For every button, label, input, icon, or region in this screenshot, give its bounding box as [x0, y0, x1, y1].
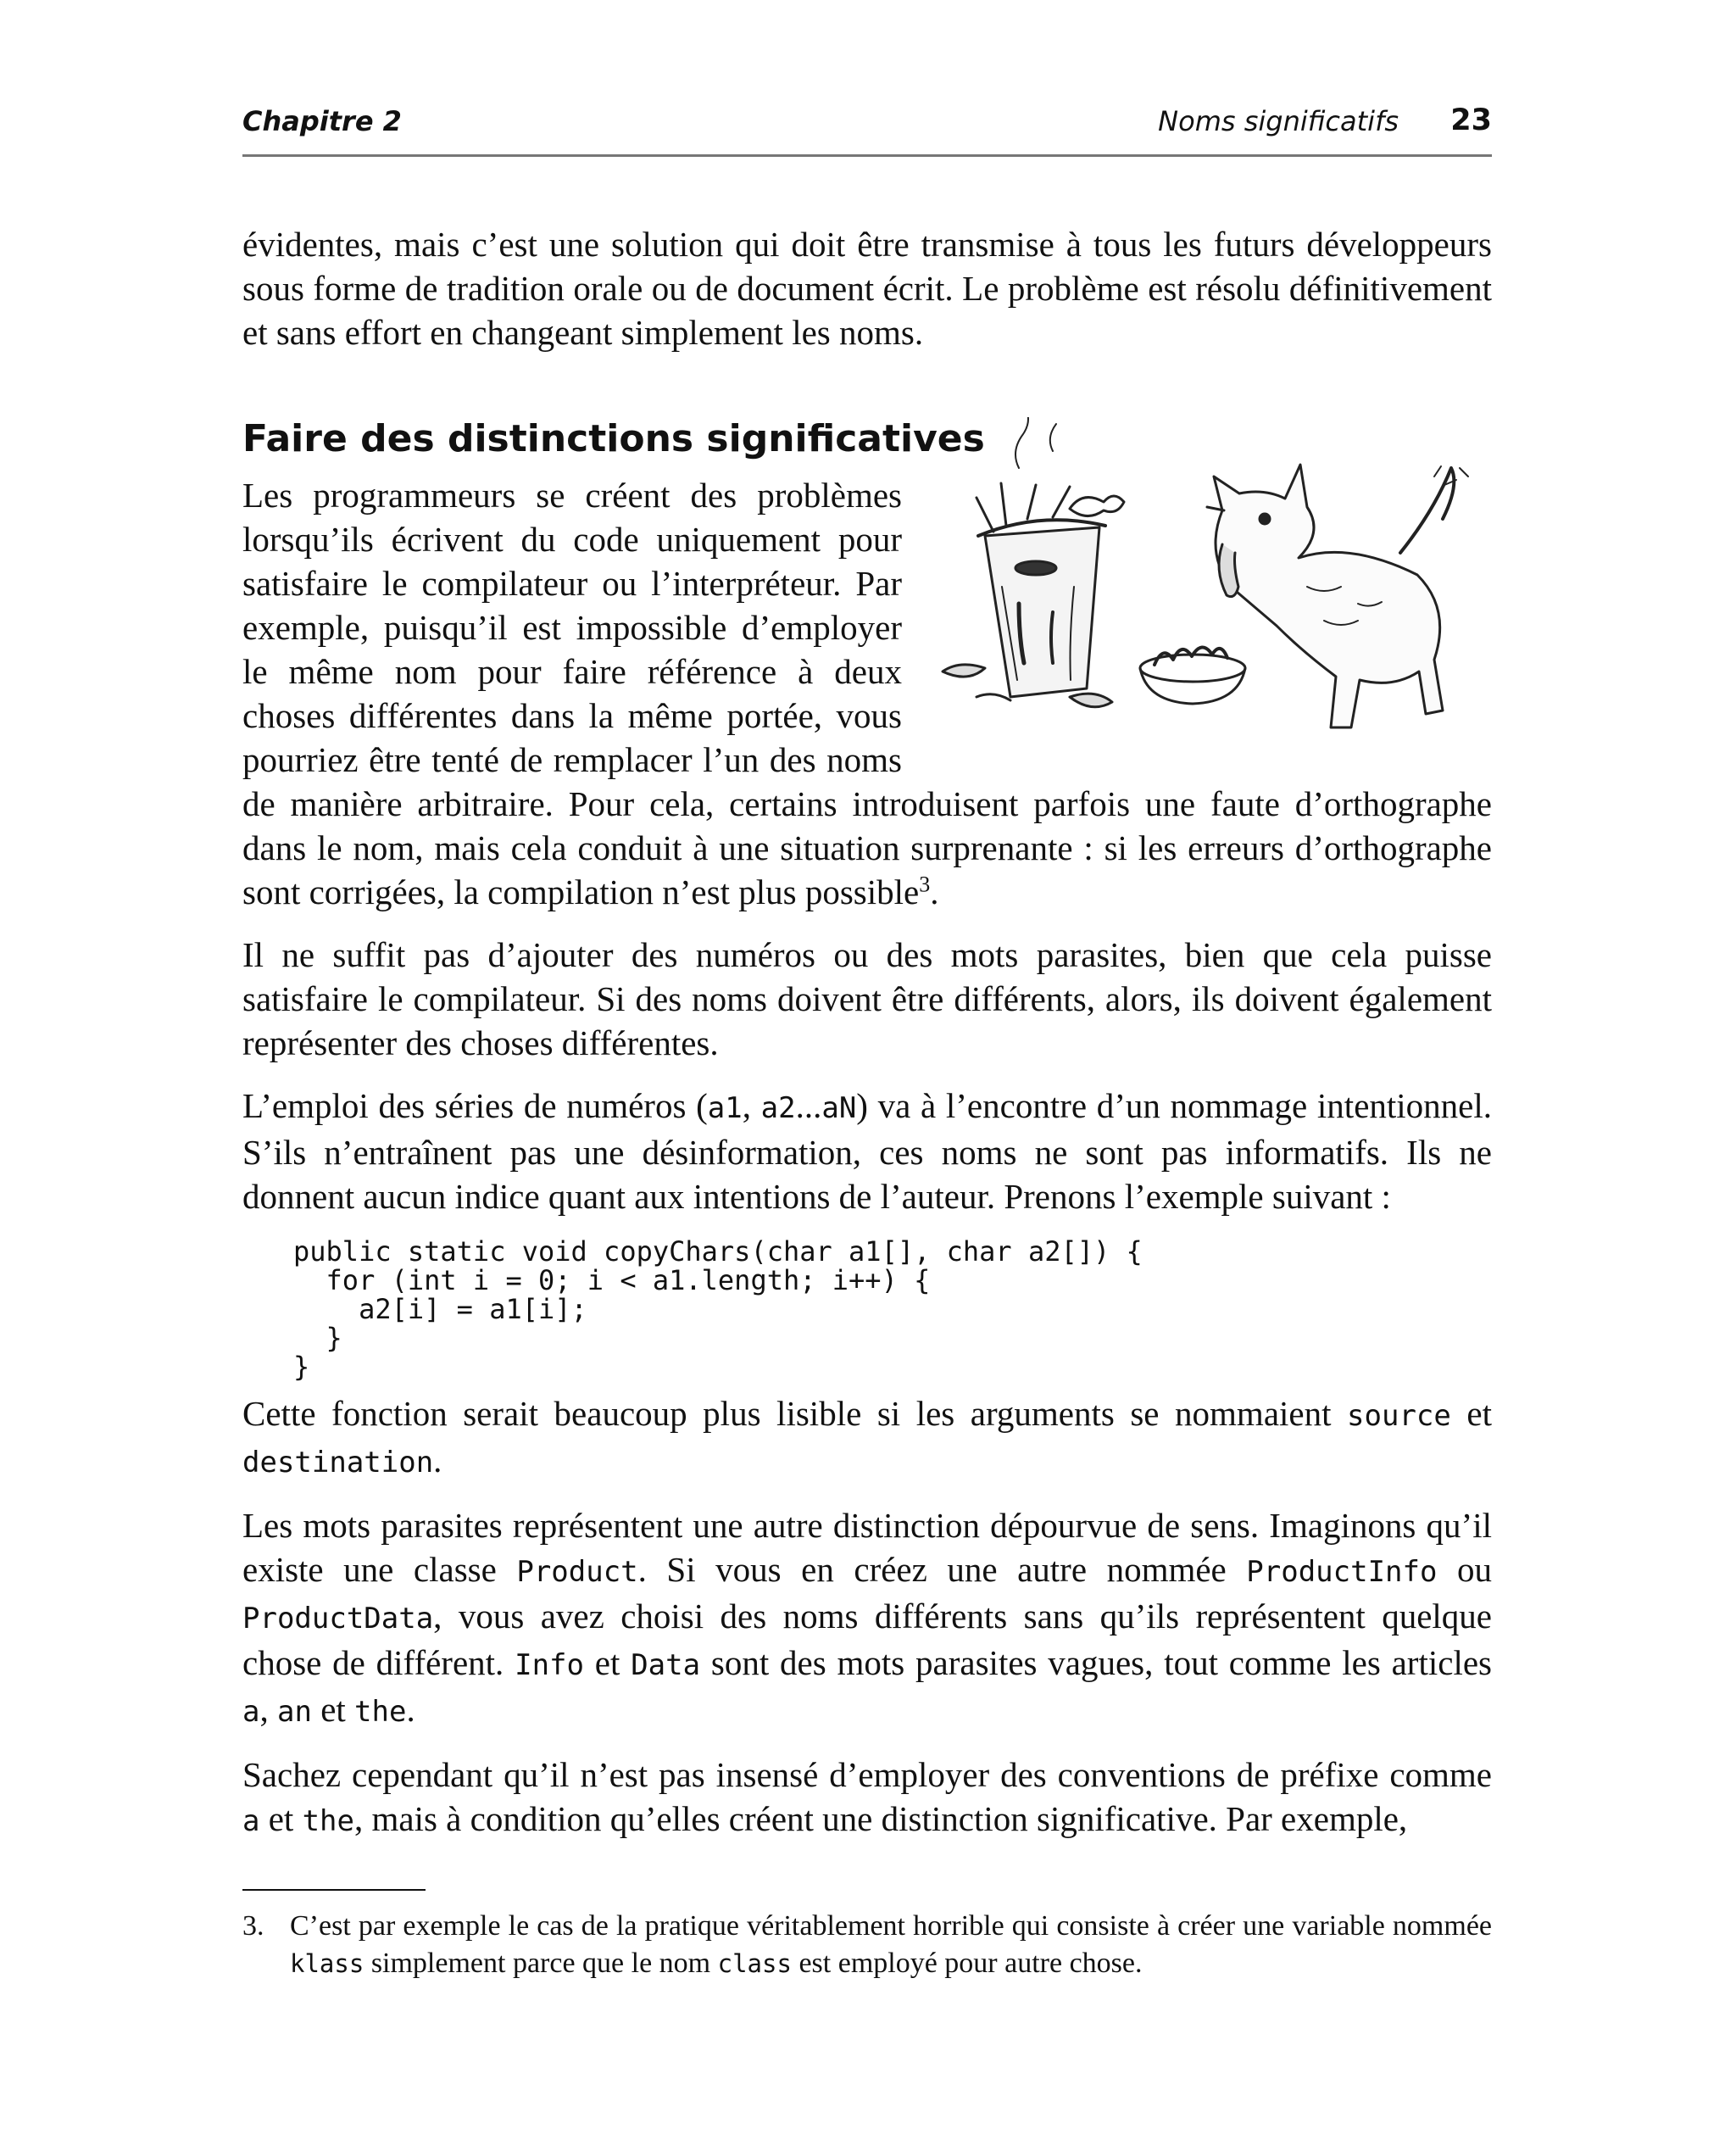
running-header	[242, 102, 1492, 157]
paragraph-noise-words: Les mots parasites représentent une autre distinction dépourvue de sens. Imaginons qu’il existe une classe Product. Si vous en créez une autre nommée ProductInfo ou ProductData, vous avez choisi des noms différents sans qu’ils représentent quelque chose de différent. Info et Data sont des mots parasites vagues, tout comme les articles a, an et the.	[242, 1506, 1493, 1729]
section-heading: Faire des distinctions significatives	[242, 417, 985, 460]
page-number: 23	[1450, 103, 1492, 137]
chapter-label: Chapitre 2	[242, 105, 402, 137]
dog-sniffing-trash-icon	[926, 417, 1502, 739]
code-listing: public static void copyChars(char a1[], char a2[]) { for (int i = 0; i < a1.length; i++) { a2[i] = a1[i]; } }	[293, 1235, 1143, 1383]
footnote	[242, 1908, 1492, 1982]
footnote-ref: 3	[919, 872, 931, 897]
paragraph-function-readability: Cette fonction serait beaucoup plus lisible si les arguments se nommaient source et destination.	[242, 1394, 1492, 1480]
footnote-text: C’est par exemple le cas de la pratique véritablement horrible qui consiste à créer une variable nommée klass simplement parce que le nom class est employé pour autre chose.	[290, 1910, 1492, 1979]
page-body	[242, 222, 1492, 1862]
paragraph-prefix-conventions: Sachez cependant qu’il n’est pas insensé d’employer des conventions de préfixe comme a et the, mais à condition qu’elles créent une distinction significative. Par exemple,	[242, 1755, 1492, 1838]
paragraph-parasites: Il ne suffit pas d’ajouter des numéros ou des mots parasites, bien que cela puisse satisfaire le compilateur. Si des noms doivent être différents, alors, ils doivent également représenter des choses différentes.	[242, 935, 1492, 1062]
paragraph-programmers: Les programmeurs se créent des problèmes lorsqu’ils écrivent du code uniquement pour satisfaire le compilateur ou l’interpréteur. Par exemple, puisqu’il est impossible d’employer le même nom pour faire référence à deux choses différentes dans la même portée, vous pourriez être tenté de remplacer l’un des noms de manière arbitraire. Pour cela, certains introduisent parfois une faute d’orthographe dans le nom, mais cela conduit à une situation surprenante : si les erreurs d’orthographe sont corrigées, la compilation n’est plus possible$^3$.	[242, 476, 1492, 911]
dog-trash-illustration	[926, 417, 1502, 739]
section-label: Noms significatifs	[1158, 105, 1399, 137]
footnote-number: 3.	[242, 1910, 264, 1942]
paragraph-number-series: L’emploi des séries de numéros (a1, a2...aN) va à l’encontre d’un nommage intentionnel. S’ils n’entraînent pas une désinformation, ces noms ne sont pas informatifs. Ils ne donnent aucun indice quant aux intentions de l’auteur. Prenons l’exemple suivant :	[242, 1086, 1493, 1216]
footnote-separator	[242, 1889, 426, 1891]
intro-paragraph: évidentes, mais c’est une solution qui doit être transmise à tous les futurs développeurs sous forme de tradition orale ou de document écrit. Le problème est résolu définitivement et sans effort en changeant simplement les noms.	[242, 225, 1492, 352]
